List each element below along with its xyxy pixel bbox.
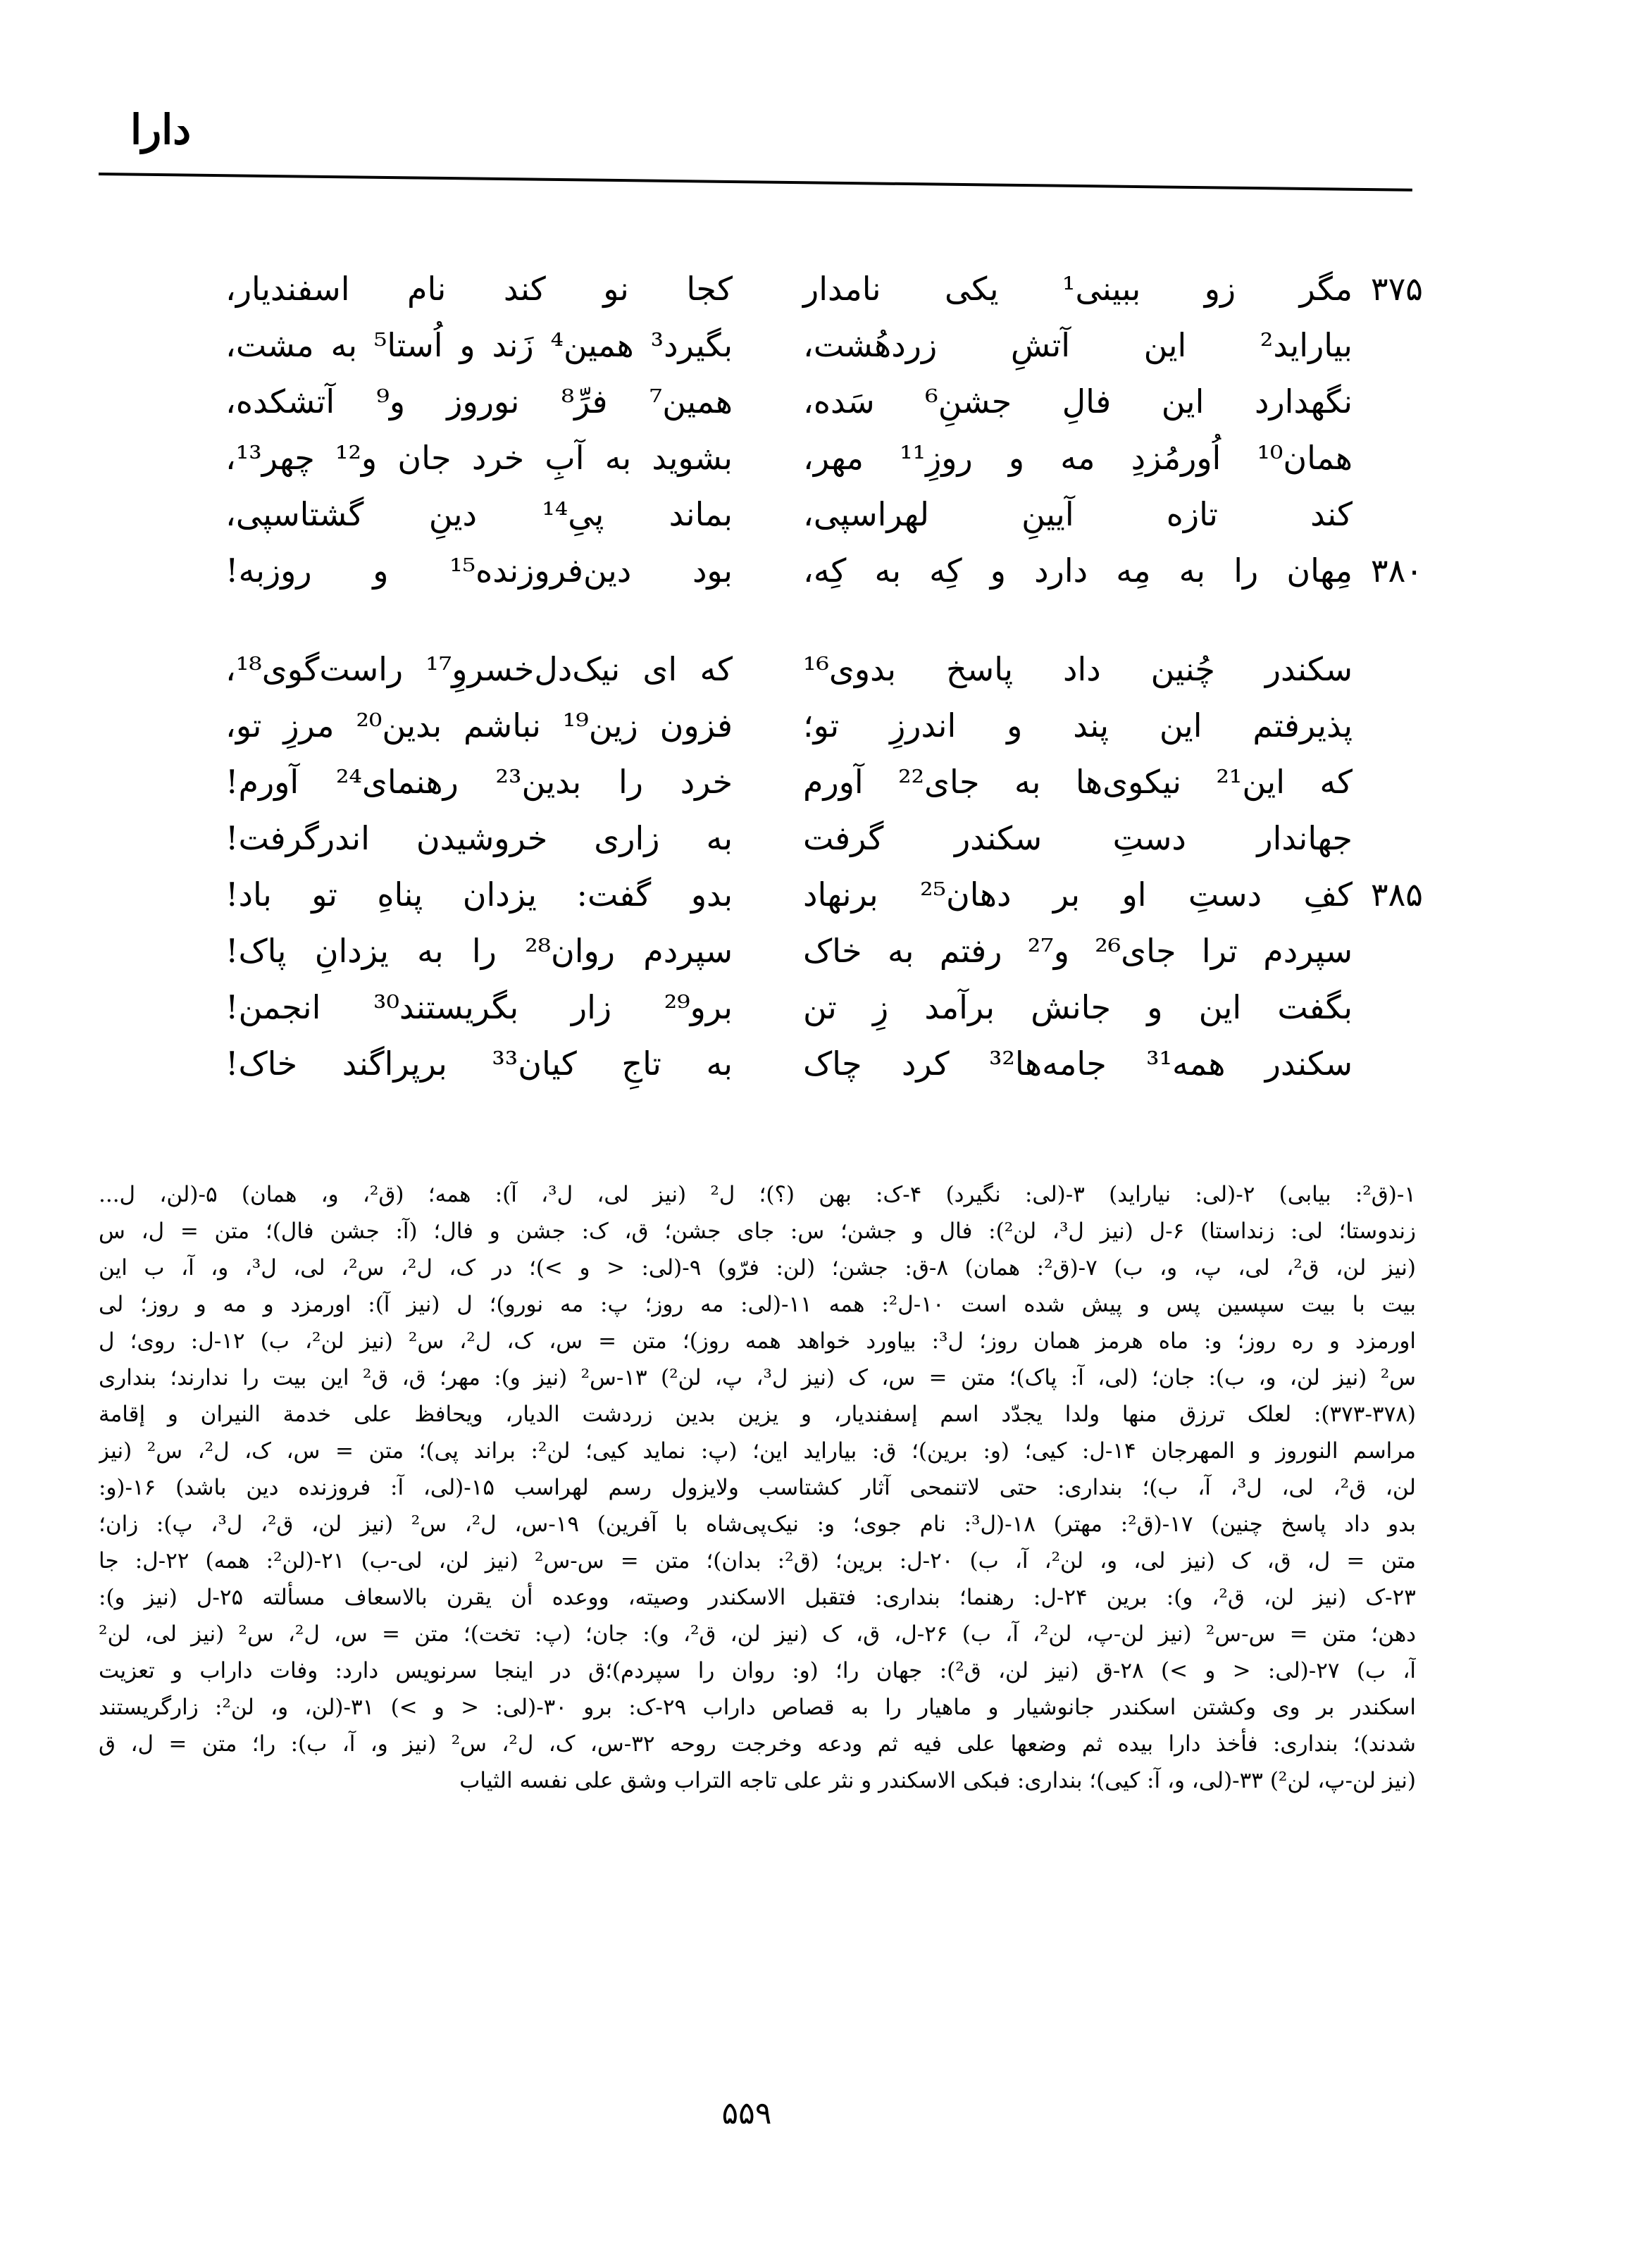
- verse-line: [225, 373, 733, 430]
- verse-text: پذیرفتم این پند و اندرزِ تو؛: [803, 706, 1353, 744]
- verse-line: [803, 373, 1353, 430]
- verse-line: [225, 754, 733, 810]
- verse-text: بیاراید² این آتشِ زردهُشت،: [803, 326, 1353, 364]
- footnote-line: (نیز لن-پ، لن²) ۳۳-(لی، و، آ: کیی)؛ بنداری: فبکی الاسکندر و نثر علی تاجه التراب وشق علی نفسه الثیاب: [459, 1768, 1416, 1793]
- stanza-gap: [225, 599, 733, 641]
- footnotes: [99, 1176, 1416, 1799]
- verse-text: سپردم ترا جای²⁶ و²⁷ رفتم به خاک: [803, 932, 1353, 970]
- verse-line: [803, 754, 1353, 810]
- verse-text: مگر زو ببینی¹ یکی نامدار: [803, 270, 1353, 308]
- verse-line: [803, 430, 1353, 486]
- verse-text: به تاجِ کیان³³ برپراگند خاک!: [225, 1045, 733, 1083]
- verse-text: خرد را بدین²³ رهنمای²⁴ آورم!: [225, 763, 733, 801]
- verse-line: [225, 542, 733, 599]
- verse-line: [225, 923, 733, 979]
- footnote-line: شدند)؛ بنداری: فأخذ دارا بیده ثم وضعها علی فیه ثم ودعه وخرجت روحه ۳۲-س، ک، ل²، س² (نیز و، آ، ب): را؛ متن = ل، ق: [99, 1731, 1416, 1757]
- verse-text: نگهدارد این فالِ جشنِ⁶ سَده،: [803, 382, 1353, 420]
- footnote-line: متن = ل، ق، ک (نیز لی، و، لن²، آ، ب) ۲۰-ل: برین؛ (ق²: بدان)؛ متن = س-س² (نیز لن، لی-ب) ۲۱-(لن²: همه) ۲۲-ل: جا: [99, 1548, 1416, 1574]
- footnote-line: ۱-(ق²: بیابی) ۲-(لی: نیاراید) ۳-(لی: نگیرد) ۴-ک: بهن (؟)؛ ل² (نیز لی، ل³، آ): همه؛ (ق²، و، همان) ۵-(لن، ل...: [99, 1182, 1416, 1207]
- footnote-line: اورمزد و ره روز؛ و: ماه هرمز همان روز؛ ل³: بیاورد خواهد همه روز)؛ متن = س، ک، ل²، س² (نیز لن²، ب) ۱۲-ل: روی؛ ل: [99, 1328, 1416, 1354]
- verse-line: [225, 1035, 733, 1092]
- verse-text: مِهان را به مِه دارد و کِه به کِه،: [803, 552, 1353, 590]
- verse-line: [803, 261, 1423, 317]
- verse-line: [225, 261, 733, 317]
- verse-line: [225, 641, 733, 697]
- verse-line: [803, 923, 1353, 979]
- verse-text: بشوید به آبِ خرد جان و¹² چهر¹³،: [225, 439, 733, 477]
- header-rule: [99, 173, 1412, 192]
- verse-line: [225, 486, 733, 542]
- verse-text: بگیرد³ همین⁴ زَند و اُستا⁵ به مشت،: [225, 326, 733, 364]
- footnote-line: لن، ق²، لی، ل³، آ، ب)؛ بنداری: حتی لاتنمحی آثار کشتاسب ولایزول رسم لهراسب ۱۵-(لی، آ: فروزنده دین باشد) ۱۶-(و:: [99, 1475, 1416, 1500]
- verse-number: ۳۷۵: [1370, 270, 1423, 308]
- verse-text: به زاری خروشیدن اندرگرفت!: [225, 819, 733, 857]
- footnote-line: زندوستا؛ لی: زنداستا) ۶-ل (نیز ل³، لن²): فال و جشن؛ س: جای جشن؛ ق، ک: جشن و فال؛ (آ: جشن فال)؛ متن = ل، س: [99, 1219, 1416, 1244]
- verse-text: بماند پیِ¹⁴ دینِ گشتاسپی،: [225, 495, 733, 533]
- verse-number: ۳۸۵: [1370, 876, 1423, 914]
- verse-text: همین⁷ فرِّ⁸ نوروز و⁹ آتشکده،: [225, 382, 733, 420]
- verse-line: [803, 542, 1423, 599]
- verse-text: فزون زین¹⁹ نباشم بدین²⁰ مرزِ تو،: [225, 706, 733, 744]
- verse-text: کفِ دستِ او بر دهان²⁵ برنهاد: [803, 876, 1353, 914]
- verse-text: همان¹⁰ اُورمُزدِ مه و روزِ¹¹ مهر،: [803, 439, 1353, 477]
- verse-text: کجا نو کند نام اسفندیار،: [225, 270, 733, 308]
- footnote-line: س² (نیز لن، و، ب): جان؛ (لی، آ: پاک)؛ متن = س، ک (نیز ل³، پ، لن²) ۱۳-س² (نیز و): مهر؛ ق، ق² این بیت را ندارند؛ بنداری: [99, 1365, 1416, 1390]
- verse-text: بگفت این و جانش برآمد زِ تن: [803, 988, 1353, 1026]
- footnote-line: آ، ب) ۲۷-(لی: < و >) ۲۸-ق (نیز لن، ق²): جهان را؛ (و: روان را سپردم)؛ق در اینجا سرنویس دارد: وفات داراب و تعزیت: [99, 1658, 1416, 1683]
- verse-line: [803, 697, 1353, 754]
- poem-column-right: [803, 261, 1423, 1092]
- verse-line: [803, 641, 1353, 697]
- verse-text: سپردم روان²⁸ را به یزدانِ پاک!: [225, 932, 733, 970]
- footnote-line: (۳۷۳-۳۷۸): لعلک ترزق منها ولدا یجدّد اسم إسفندیار، و یزین بدین زردشت الدیار، ویحافظ علی خدمة النیران و إقامة: [99, 1402, 1416, 1427]
- footnote-line: دهن؛ متن = س-س² (نیز لن-پ، لن²، آ، ب) ۲۶-ل، ق، ک (نیز لن، ق²، و): جان؛ (پ: تخت)؛ متن = س، ل²، س² (نیز لی، لن²: [99, 1621, 1416, 1647]
- verse-line: [225, 979, 733, 1035]
- verse-text: برو²⁹ زار بگریستند³⁰ انجمن!: [225, 988, 733, 1026]
- verse-line: [225, 866, 733, 923]
- footnote-line: بیت با بیت سپسین پس و پیش شده است ۱۰-ل²: همه ۱۱-(لی: مه روز؛ پ: مه نورو)؛ ل (نیز آ): اورمزد و مه و روز؛ لی: [99, 1292, 1416, 1317]
- footnote-line: (نیز لن، ق²، لی، پ، و، ب) ۷-(ق²: همان) ۸-ق: جشن؛ (لن: فرّو) ۹-(لی: < و >)؛ در ک، ل²، س²، لی، ل³، و، آ، ب این: [99, 1255, 1416, 1281]
- footnote-line: بدو داد پاسخ چنین) ۱۷-(ق²: مهتر) ۱۸-(ل³: نام جوی؛ و: نیک‌پی‌شاه با آفرین) ۱۹-س، ل²، س² (نیز لن، ق²، ل³، پ): زان؛: [99, 1512, 1416, 1537]
- footnote-line: اسکندر بر وی وکشتن اسکندر جانوشیار و ماهیار را به قصاص داراب ۲۹-ک: برو ۳۰-(لی: < و >) ۳۱-(لن، و، لن²: زارگریستند: [99, 1695, 1416, 1720]
- footnote-line: مراسم النوروز و المهرجان ۱۴-ل: کیی؛ (و: برین)؛ ق: بیاراید این؛ (پ: نماید کیی؛ لن²: براند پی)؛ متن = س، ک، ل²، س² (نیز: [99, 1438, 1416, 1464]
- stanza-gap: [803, 599, 1353, 641]
- verse-text: جهاندار دستِ سکندر گرفت: [803, 819, 1353, 857]
- verse-line: [803, 1035, 1353, 1092]
- verse-line: [225, 430, 733, 486]
- verse-text: که این²¹ نیکوی‌ها به جای²² آورم: [803, 763, 1353, 801]
- verse-line: [225, 317, 733, 373]
- verse-text: کند تازه آیینِ لهراسپی،: [803, 495, 1353, 533]
- page-number: ۵۵۹: [721, 2095, 772, 2131]
- poem-column-left: [225, 261, 733, 1092]
- running-title: دارا: [130, 106, 192, 154]
- verse-line: [803, 866, 1423, 923]
- verse-line: [225, 697, 733, 754]
- verse-text: سکندر همه³¹ جامه‌ها³² کرد چاک: [803, 1045, 1353, 1083]
- verse-number: ۳۸۰: [1370, 552, 1423, 590]
- verse-text: سکندر چُنین داد پاسخ بدوی¹⁶: [803, 650, 1353, 688]
- verse-text: که ای نیک‌دل‌خسروِ¹⁷ راست‌گوی¹⁸،: [225, 650, 733, 688]
- verse-line: [803, 317, 1353, 373]
- verse-line: [803, 486, 1353, 542]
- verse-text: بود دین‌فروزنده¹⁵ و روزبه!: [225, 552, 733, 590]
- verse-line: [803, 979, 1353, 1035]
- verse-line: [225, 810, 733, 866]
- verse-line: [803, 810, 1353, 866]
- verse-text: بدو گفت: یزدان پناهِ تو باد!: [225, 876, 733, 914]
- footnote-line: ۲۳-ک (نیز لن، ق²، و): برین ۲۴-ل: رهنما؛ بنداری: فتقبل الاسکندر وصیته، ووعده أن یقرن بالاسعاف مسألته ۲۵-ل (نیز و):: [99, 1585, 1416, 1610]
